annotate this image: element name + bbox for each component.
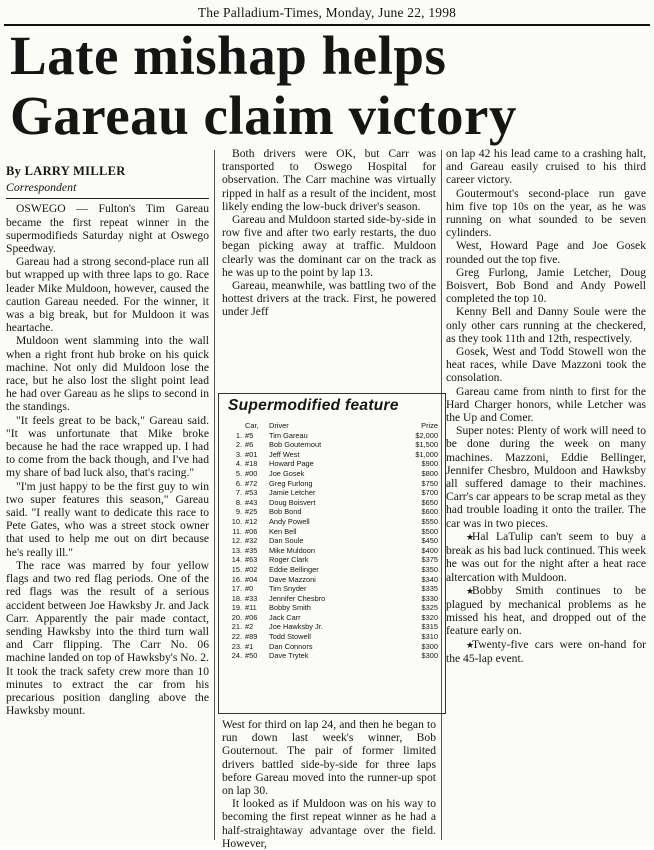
note-paragraph <box>446 530 646 584</box>
paragraph: Gosek, West and Todd Stowell won the heat races, while Dave Mazzoni took the consolation. <box>446 345 646 385</box>
paragraph: Both drivers were OK, but Carr was transported to Oswego Hospital for observation. The Carr machine was virtually ripped in half as a result of the incident, most likely ending the low-buck driver's season. <box>222 147 436 213</box>
results-pos: 18. <box>231 593 242 603</box>
paragraph: Super notes: Plenty of work will need to be done during the week on many machines. Mazzoni, Eddie Bellinger, Jennifer Chesbro, Muldoon and Hawksby all suffered damage to their machines. Carr's car appears to be scrap metal as they had trouble loading it onto the trailer. The car was in two pieces. <box>446 424 646 530</box>
results-car: #6 <box>245 440 254 450</box>
results-prize: $340 <box>421 574 438 584</box>
results-driver: Ken Bell <box>269 526 297 536</box>
results-driver: Dan Connors <box>269 641 313 651</box>
results-car: #53 <box>245 488 258 498</box>
results-row <box>228 517 438 527</box>
results-pos: 2. <box>235 440 242 450</box>
note-text: Hal LaTulip can't seem to buy a break as his bad luck continued. This week he was out for the night after a heat race altercation with Muldoon. <box>446 529 646 584</box>
note-text: Twenty-five cars were on-hand for the 45-lap event. <box>446 637 646 665</box>
results-header-row <box>228 421 438 431</box>
results-driver: Joe Gosek <box>269 468 305 478</box>
results-prize: $335 <box>421 584 438 594</box>
paragraph: OSWEGO — Fulton's Tim Gareau became the first repeat winner in the supermodifieds Saturday night at Oswego Speedway. <box>6 202 209 256</box>
results-driver: Tim Snyder <box>269 584 307 594</box>
byline-author: By LARRY MILLER <box>6 164 126 178</box>
results-row <box>228 594 438 604</box>
results-row <box>228 527 438 537</box>
results-prize: $900 <box>421 459 438 469</box>
results-row <box>228 622 438 632</box>
results-prize: $450 <box>421 536 438 546</box>
article-column-1 <box>6 165 209 717</box>
results-pos: 5. <box>235 468 242 478</box>
results-car: #06 <box>245 612 258 622</box>
header-prize: Prize <box>421 421 438 430</box>
results-pos: 24. <box>231 651 242 661</box>
results-prize: $300 <box>421 651 438 661</box>
paragraph: West, Howard Page and Joe Gosek rounded out the top five. <box>446 239 646 266</box>
results-pos: 9. <box>235 507 242 517</box>
results-pos: 11. <box>232 526 242 536</box>
results-prize: $650 <box>421 497 438 507</box>
results-driver: Roger Clark <box>269 555 309 565</box>
paragraph: Muldoon went slamming into the wall when a right front hub broke on his quick machine. Not only did Muldoon lose the race, but he also lost the slight point lead he had over Gareau as he slips to second in the standings. <box>6 334 209 414</box>
results-row <box>228 459 438 469</box>
results-prize: $600 <box>421 507 438 517</box>
paragraph: "It feels great to be back," Gareau said. "It was unfortunate that Mike broke because he had the race wrapped up. I had to come from the back though, and I've had my share of bad luck also, that's racing." <box>6 413 209 480</box>
results-driver: Jennifer Chesbro <box>269 593 326 603</box>
results-car: #33 <box>245 593 258 603</box>
results-prize: $2,000 <box>415 430 438 440</box>
results-driver: Greg Furlong <box>269 478 313 488</box>
results-row <box>228 651 438 661</box>
results-pos: 17. <box>231 584 242 594</box>
results-car: #5 <box>245 430 254 440</box>
paragraph: "I'm just happy to be the first guy to win two super features this season," Gareau said. "I really want to dedicate this race to Pete Gates, who was a street stock owner that used to help me out on dirt because he's really ill." <box>6 479 209 559</box>
star-bullet-icon: ★ <box>466 585 475 596</box>
results-driver: Mike Muldoon <box>269 545 316 555</box>
results-row <box>228 603 438 613</box>
results-driver: Andy Powell <box>269 516 310 526</box>
headline-line-1: Late mishap helps <box>10 25 447 86</box>
paragraph: Kenny Bell and Danny Soule were the only other cars running at the checkered, as they took 11th and 12th, respectively. <box>446 305 646 345</box>
results-car: #1 <box>245 641 254 651</box>
results-prize: $1,500 <box>415 440 438 450</box>
results-prize: $750 <box>421 478 438 488</box>
results-car: #72 <box>245 478 258 488</box>
results-driver: Howard Page <box>269 459 314 469</box>
results-row <box>228 507 438 517</box>
results-table <box>228 421 438 661</box>
results-prize: $1,000 <box>415 449 438 459</box>
results-row <box>228 575 438 585</box>
results-driver: Bob Bond <box>269 507 302 517</box>
results-pos: 19. <box>231 603 242 613</box>
results-car: #25 <box>245 507 258 517</box>
results-pos: 20. <box>231 612 242 622</box>
results-prize: $300 <box>421 641 438 651</box>
results-driver: Eddie Bellinger <box>269 564 319 574</box>
results-car: #35 <box>245 545 258 555</box>
results-driver: Jamie Letcher <box>269 488 316 498</box>
results-car: #32 <box>245 536 258 546</box>
results-driver: Dave Trytek <box>269 651 309 661</box>
results-row <box>228 555 438 565</box>
results-car: #11 <box>245 603 257 613</box>
results-row <box>228 546 438 556</box>
results-car: #50 <box>245 651 258 661</box>
results-row <box>228 498 438 508</box>
header-driver: Driver <box>269 421 289 430</box>
results-pos: 12. <box>231 536 242 546</box>
paragraph: on lap 42 his lead came to a crashing halt, and Gareau easily cruised to his third career victory. <box>446 147 646 187</box>
results-driver: Joe Hawksby Jr. <box>269 622 323 632</box>
results-prize: $330 <box>421 593 438 603</box>
results-pos: 3. <box>235 449 242 459</box>
results-pos: 23. <box>231 641 242 651</box>
paragraph: West for third on lap 24, and then he began to run down last week's winner, Bob Gouternout. The pair of former limited drivers battled side-by-side for three laps before Gareau moved into the runner-up spot on lap 30. <box>222 718 436 798</box>
results-car: #89 <box>245 632 258 642</box>
results-pos: 4. <box>235 459 242 469</box>
note-paragraph <box>446 638 646 665</box>
results-row <box>228 565 438 575</box>
star-bullet-icon: ★ <box>466 531 475 542</box>
paragraph: Goutermout's second-place run gave him five top 10s on the year, as he was running on what sounded to be seven cylinders. <box>446 186 646 240</box>
paragraph: Gareau, meanwhile, was battling two of the hottest drivers at the track. First, he powered under Jeff <box>222 279 436 319</box>
paragraph: Greg Furlong, Jamie Letcher, Doug Boisvert, Bob Bond and Andy Powell completed the top 10. <box>446 265 646 306</box>
results-prize: $800 <box>421 468 438 478</box>
column-divider <box>214 150 215 840</box>
results-row <box>228 613 438 623</box>
results-pos: 1. <box>235 430 242 440</box>
results-driver: Doug Boisvert <box>269 497 316 507</box>
results-prize: $550 <box>421 516 438 526</box>
results-row <box>228 479 438 489</box>
results-driver: Todd Stowell <box>269 632 311 642</box>
results-row <box>228 584 438 594</box>
results-prize: $375 <box>421 555 438 565</box>
article-column-2-top <box>222 147 436 319</box>
paragraph: It looked as if Muldoon was on his way to becoming the first repeat winner as he had a half-straightaway advantage over the field. However, <box>222 797 436 850</box>
results-pos: 14. <box>231 555 242 565</box>
results-row <box>228 642 438 652</box>
results-driver: Jeff West <box>269 449 300 459</box>
results-driver: Tim Gareau <box>269 430 308 440</box>
results-car: #00 <box>245 468 258 478</box>
results-prize: $315 <box>421 622 438 632</box>
results-prize: $700 <box>421 488 438 498</box>
results-prize: $310 <box>421 632 438 642</box>
results-row <box>228 469 438 479</box>
results-car: #04 <box>245 574 258 584</box>
results-car: #2 <box>245 622 254 632</box>
results-driver: Jack Carr <box>269 612 301 622</box>
results-pos: 13. <box>231 545 242 555</box>
results-pos: 7. <box>235 488 242 498</box>
results-prize: $400 <box>421 545 438 555</box>
results-pos: 21. <box>231 622 242 632</box>
article-column-2-bottom <box>222 718 436 850</box>
results-car: #63 <box>245 555 258 565</box>
results-title: Supermodified feature <box>228 397 399 414</box>
results-pos: 15. <box>231 564 242 574</box>
masthead: The Palladium-Times, Monday, June 22, 1998 <box>197 5 457 20</box>
results-car: #06 <box>245 526 258 536</box>
results-prize: $350 <box>421 564 438 574</box>
results-car: #0 <box>245 584 254 594</box>
results-car: #18 <box>245 459 258 469</box>
results-car: #01 <box>245 449 258 459</box>
results-row <box>228 632 438 642</box>
byline-role: Correspondent <box>6 181 209 199</box>
note-text: Bobby Smith continues to be plagued by mechanical problems as he missed his heat, and dropped out of the feature early on. <box>446 583 646 638</box>
paragraph: Gareau came from ninth to first for the Hard Charger honors, while Letcher was the Up and Comer. <box>446 384 646 425</box>
header-pos <box>228 421 245 431</box>
results-driver: Dave Mazzoni <box>269 574 316 584</box>
results-prize: $500 <box>421 526 438 536</box>
paragraph: Gareau and Muldoon started side-by-side in row five and after two early restarts, the duo began picking away at traffic. Muldoon clearly was the dominant car on the track as he was up to the point by lap 13. <box>222 213 436 279</box>
results-driver: Bob Gouternout <box>269 440 322 450</box>
results-pos: 22. <box>231 632 242 642</box>
header-car: Car, <box>245 421 259 430</box>
results-pos: 16. <box>231 574 242 584</box>
results-car: #02 <box>245 564 258 574</box>
article-column-3 <box>446 147 646 665</box>
results-row <box>228 450 438 460</box>
results-driver: Bobby Smith <box>269 603 311 613</box>
paragraph: The race was marred by four yellow flags and two red flag periods. One of the red flags was the result of a serious accident between Joe Hawksby Jr. and Jack Carr. Apparently the pair made contact, sending Hawksby into the third turn wall and Carr flipping. The Carr No. 06 machine landed on top of Hawksby's No. 2. It took the track safety crew more than 10 minutes to extract the car from his precarious position dangling above the Hawksby mount. <box>6 558 209 718</box>
paragraph: Gareau had a strong second-place run all but wrapped up with three laps to go. Race leader Mike Muldoon, however, caused the caution Gareau needed. For the winner, it was a big break, but for Muldoon it was heartache. <box>6 255 209 335</box>
results-row <box>228 431 438 441</box>
results-car: #12 <box>245 516 258 526</box>
results-driver: Dan Soule <box>269 536 304 546</box>
results-row <box>228 536 438 546</box>
note-paragraph <box>446 584 646 638</box>
star-bullet-icon: ★ <box>466 639 475 650</box>
results-prize: $325 <box>421 603 438 613</box>
results-row <box>228 488 438 498</box>
headline-line-2: Gareau claim victory <box>10 85 517 146</box>
results-prize: $320 <box>421 612 438 622</box>
results-pos: 6. <box>235 478 242 488</box>
results-car: #43 <box>245 497 258 507</box>
results-pos: 8. <box>235 497 242 507</box>
results-pos: 10. <box>231 516 242 526</box>
results-row <box>228 440 438 450</box>
